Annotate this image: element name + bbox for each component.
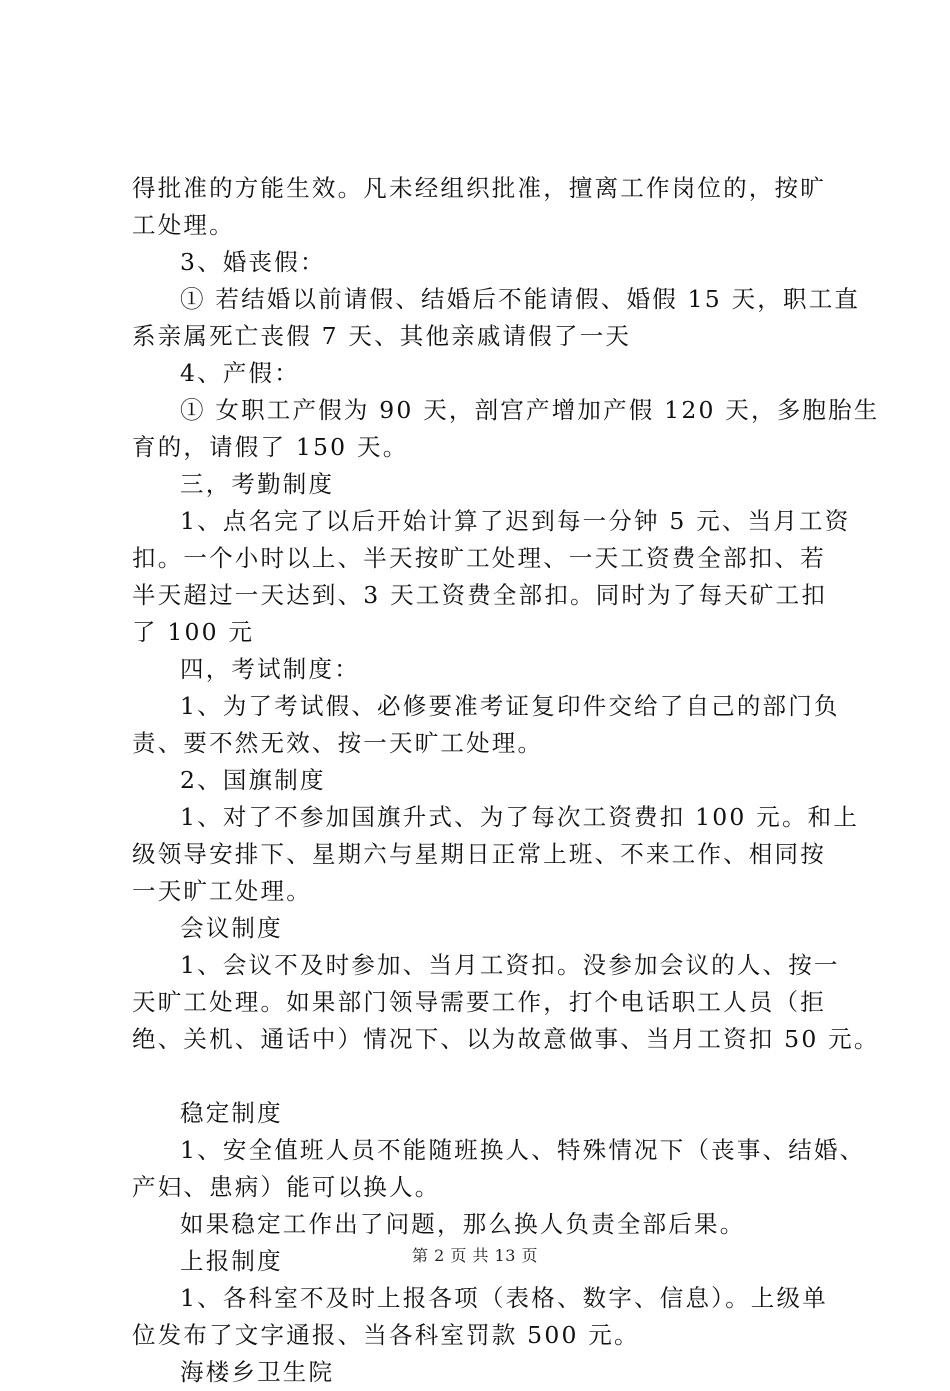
text-line: 1、安全值班人员不能随班换人、特殊情况下（丧事、结婚、 — [180, 1136, 866, 1164]
section-heading: 4、产假： — [180, 359, 300, 387]
text-line: 1、对了不参加国旗升式、为了每次工资费扣 100 元。和上 — [180, 803, 860, 831]
text-line: 系亲属死亡丧假 7 天、其他亲戚请假了一天 — [132, 322, 632, 350]
text-line: ① 女职工产假为 90 天，剖宫产增加产假 120 天，多胞胎生 — [180, 396, 880, 424]
text-line: 产妇、患病）能可以换人。 — [132, 1173, 441, 1201]
text-line: 绝、关机、通话中）情况下、以为故意做事、当月工资扣 50 元。 — [132, 1025, 880, 1053]
section-heading: 三，考勤制度 — [180, 470, 335, 498]
text-line: 工处理。 — [132, 211, 235, 239]
page-footer: 第 2 页 共 13 页 — [412, 1246, 538, 1265]
text-line: 天旷工处理。如果部门领导需要工作，打个电话职工人员（拒 — [132, 988, 826, 1016]
text-line: 扣。一个小时以上、半天按旷工处理、一天工资费全部扣、若 — [132, 544, 826, 572]
section-heading: 四，考试制度： — [180, 655, 360, 683]
signature-organization: 海楼乡卫生院 — [180, 1358, 335, 1386]
text-line: 级领导安排下、星期六与星期日正常上班、不来工作、相同按 — [132, 840, 826, 868]
text-line: 了 100 元 — [132, 618, 255, 646]
text-line: 1、会议不及时参加、当月工资扣。没参加会议的人、按一 — [180, 951, 840, 979]
blank-line — [132, 1058, 850, 1095]
section-heading: 3、婚丧假： — [180, 248, 326, 276]
text-line: 1、各科室不及时上报各项（表格、数字、信息）。上级单 — [180, 1284, 828, 1312]
text-line: 责、要不然无效、按一天旷工处理。 — [132, 729, 544, 757]
section-heading: 会议制度 — [180, 914, 283, 942]
text-line: 1、为了考试假、必修要准考证复印件交给了自己的部门负 — [180, 692, 840, 720]
section-heading: 2、国旗制度 — [180, 766, 326, 794]
text-line: 位发布了文字通报、当各科室罚款 500 元。 — [132, 1321, 640, 1349]
text-line: 如果稳定工作出了问题，那么换人负责全部后果。 — [180, 1210, 746, 1238]
section-heading: 稳定制度 — [180, 1099, 283, 1127]
document-body — [132, 170, 880, 1391]
text-line: ① 若结婚以前请假、结婚后不能请假、婚假 15 天，职工直 — [180, 285, 861, 313]
section-heading: 上报制度 — [180, 1247, 283, 1275]
text-line: 1、点名完了以后开始计算了迟到每一分钟 5 元、当月工资 — [180, 507, 851, 535]
text-line: 得批准的方能生效。凡未经组织批准，擅离工作岗位的，按旷 — [132, 174, 826, 202]
text-line: 育的，请假了 150 天。 — [132, 433, 409, 461]
text-line: 半天超过一天达到、3 天工资费全部扣。同时为了每天矿工扣 — [132, 581, 828, 609]
text-line: 一天旷工处理。 — [132, 877, 312, 905]
